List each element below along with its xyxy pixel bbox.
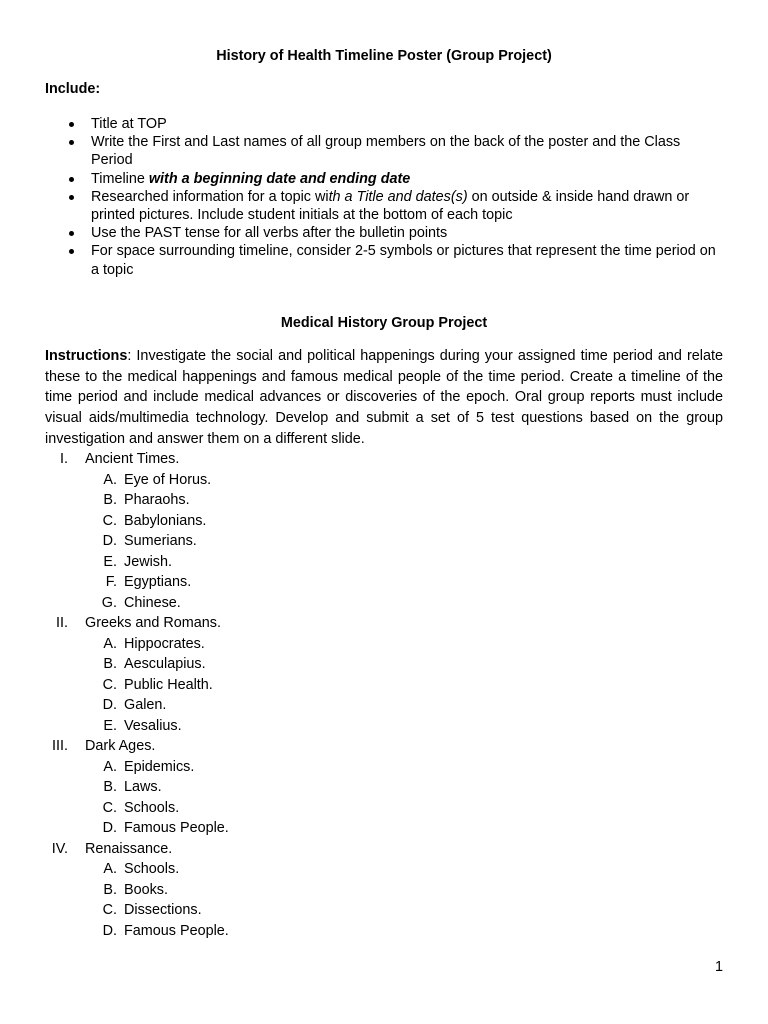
item-label: Books. [124,881,168,898]
include-bullet-list [45,115,725,279]
bullet-text: on outside & inside hand drawn or printed pictures. Include student initials at the bottom of each topic [91,188,690,224]
bullet-text: with a beginning date and ending date [148,170,411,187]
item-letter: B. [103,779,117,795]
item-letter: E. [103,553,117,570]
include-bullet-item [45,115,725,133]
item-label: Vesalius. [124,717,182,734]
outline-item [0,490,768,511]
outline-item [0,552,768,573]
item-letter: E. [103,717,117,734]
project-title: Medical History Group Project [280,315,488,331]
item-letter: B. [103,492,117,508]
item-letter: D. [102,697,117,713]
outline-item [0,695,768,716]
item-letter: A. [103,471,117,488]
instructions-paragraph [45,346,723,450]
section-label: Dark Ages. [85,738,156,754]
section-numeral: III. [52,738,68,754]
item-label: Schools. [124,861,180,877]
outline-item [0,716,768,737]
outline-item [0,572,768,593]
outline-item [0,511,768,532]
outline-item [0,777,768,798]
outline-section [0,613,768,634]
outline-item [0,921,768,942]
item-label: Egyptians. [124,574,192,590]
bullet-text: Write the First and Last names of all group members on the back of the poster and the Class Period [91,134,681,169]
item-letter: D. [102,533,117,549]
item-label: Dissections. [124,902,202,918]
outline-item [0,798,768,819]
bullet-text: Title at TOP [91,116,167,132]
include-bullet-item [45,133,725,169]
item-label: Aesculapius. [124,656,206,672]
section-numeral: I. [60,451,68,467]
item-label: Hippocrates. [124,635,205,652]
item-label: Schools. [124,799,180,816]
outline-item [0,818,768,839]
item-label: Famous People. [124,820,229,836]
item-letter: A. [103,758,117,775]
item-label: Public Health. [124,676,213,693]
instructions-text: : Investigate the social and political happenings during your assigned time period and relate these to the medical happenings and famous medical people of the time period. Create a timeline of the time period and include medical advances or discoveries of the epoch. Oral group reports must include visual aids/multimedia technology. Develop and submit a set of 5 test questions based on the group investigation and answer them on a different slide. [45,348,723,447]
item-letter: G. [101,594,117,611]
section-label: Renaissance. [85,840,173,857]
include-label: Include: [45,81,101,97]
item-letter: C. [102,902,117,918]
section-numeral: II. [56,615,68,631]
topic-outline [0,449,768,941]
include-bullet-item [45,242,725,278]
outline-item [0,593,768,614]
bullet-text: Use the PAST tense for all verbs after the bulletin points [91,225,448,242]
bullet-text: th a Title and dates(s) [328,188,468,205]
include-bullet-item [45,224,725,242]
item-letter: A. [103,635,117,652]
page-number: 1 [715,959,724,975]
item-label: Chinese. [124,594,181,611]
outline-section [0,736,768,757]
outline-item [0,757,768,778]
bullet-text: For space surrounding timeline, consider 2-5 symbols or pictures that represent the time period on a topic [91,243,716,278]
item-label: Pharaohs. [124,492,190,508]
item-label: Galen. [124,697,167,713]
item-letter: F. [105,574,117,590]
item-label: Sumerians. [124,533,197,549]
outline-item [0,675,768,696]
outline-item [0,531,768,552]
outline-item [0,880,768,901]
item-letter: B. [103,881,117,898]
item-letter: C. [102,799,117,816]
item-letter: D. [102,820,117,836]
item-letter: A. [103,861,117,877]
item-label: Epidemics. [124,758,195,775]
item-label: Eye of Horus. [124,471,212,488]
outline-section [0,839,768,860]
section-label: Ancient Times. [85,451,180,467]
item-label: Babylonians. [124,512,207,529]
outline-item [0,470,768,491]
outline-item [0,859,768,880]
section-label: Greeks and Romans. [85,615,221,631]
item-letter: C. [102,676,117,693]
item-letter: C. [102,512,117,529]
bullet-text: Researched information for a topic wi [91,188,329,205]
poster-title: History of Health Timeline Poster (Group Project) [216,48,552,64]
outline-item [0,654,768,675]
item-label: Laws. [124,779,162,795]
outline-item [0,900,768,921]
item-letter: B. [103,656,117,672]
item-letter: D. [102,922,117,939]
item-label: Famous People. [124,922,229,939]
bullet-text: Timeline [91,170,149,187]
include-bullet-item [45,170,725,188]
section-numeral: IV. [51,840,68,857]
item-label: Jewish. [124,553,172,570]
outline-item [0,634,768,655]
outline-section [0,449,768,470]
instructions-label: Instructions [45,348,128,364]
include-bullet-item [45,188,725,224]
